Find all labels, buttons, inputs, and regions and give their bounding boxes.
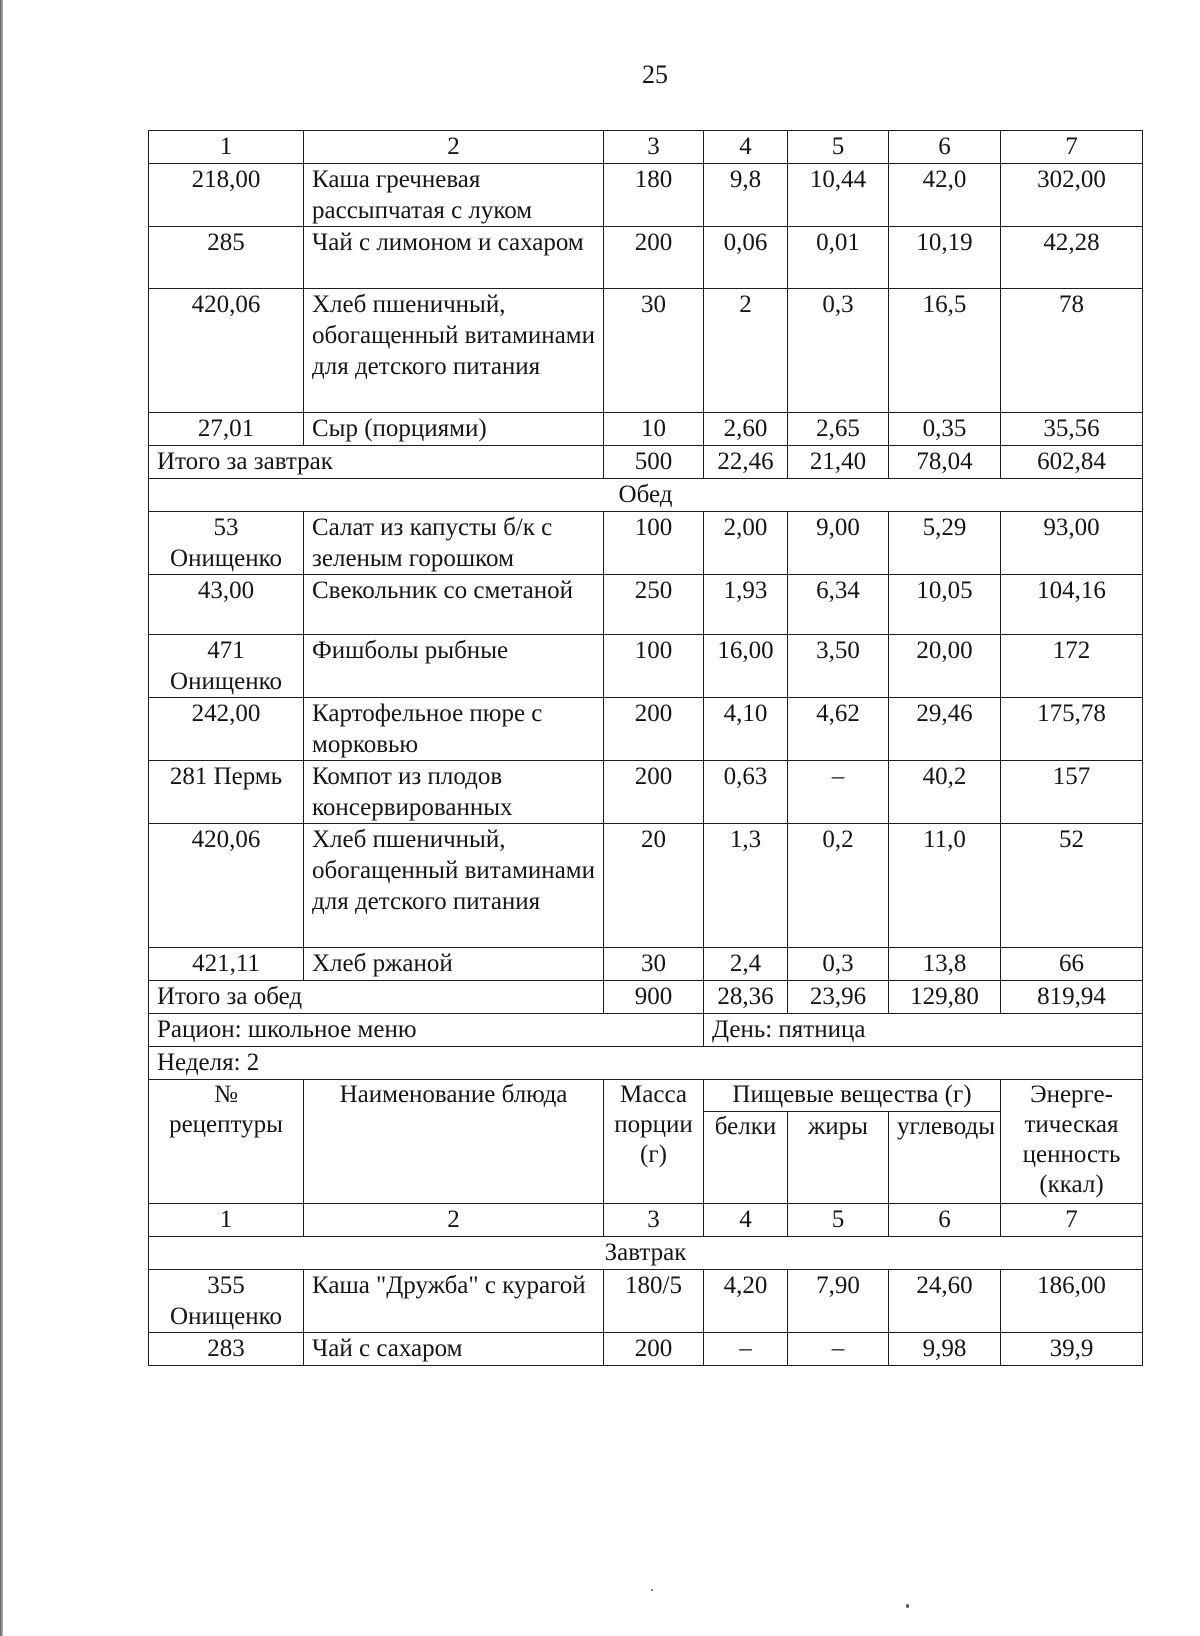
header-carbs: углеводы — [889, 1112, 1001, 1204]
total-energy: 602,84 — [1001, 446, 1143, 479]
dish-name: Картофельное пюре с морковью — [304, 698, 604, 761]
portion-mass: 30 — [604, 289, 704, 413]
recipe-number: 242,00 — [149, 698, 304, 761]
colnum-cell: 5 — [788, 131, 889, 164]
colnum-cell: 2 — [304, 131, 604, 164]
fat-value: 3,50 — [788, 635, 889, 698]
total-fat: 21,40 — [788, 446, 889, 479]
week-label: Неделя: 2 — [149, 1047, 1143, 1080]
protein-value: 4,20 — [704, 1270, 788, 1333]
energy-value: 39,9 — [1001, 1333, 1143, 1366]
total-mass: 500 — [604, 446, 704, 479]
colnum-cell: 5 — [788, 1204, 889, 1237]
colnum-cell: 1 — [149, 131, 304, 164]
protein-value: 2,00 — [704, 512, 788, 575]
portion-mass: 200 — [604, 227, 704, 289]
recipe-number: 285 — [149, 227, 304, 289]
colnum-cell: 6 — [889, 1204, 1001, 1237]
colnum-cell: 7 — [1001, 1204, 1143, 1237]
ration-label: Рацион: школьное меню — [149, 1014, 704, 1047]
page-number: 25 — [642, 60, 668, 89]
dish-name: Фишболы рыбные — [304, 635, 604, 698]
colnum-cell: 1 — [149, 1204, 304, 1237]
protein-value: 1,3 — [704, 824, 788, 948]
energy-value: 52 — [1001, 824, 1143, 948]
total-protein: 22,46 — [704, 446, 788, 479]
dish-name: Хлеб пшеничный, обогащенный витаминами для детского питания — [304, 289, 604, 413]
protein-value: 2,60 — [704, 413, 788, 446]
portion-mass: 180/5 — [604, 1270, 704, 1333]
carbs-value: 24,60 — [889, 1270, 1001, 1333]
recipe-number: 53 Онищенко — [149, 512, 304, 575]
ration-day-row — [149, 1014, 1143, 1047]
energy-value: 175,78 — [1001, 698, 1143, 761]
energy-value: 78 — [1001, 289, 1143, 413]
colnum-cell: 4 — [704, 131, 788, 164]
colnum-cell: 7 — [1001, 131, 1143, 164]
total-fat: 23,96 — [788, 981, 889, 1014]
header-portion-mass: Масса порции (г) — [604, 1080, 704, 1204]
portion-mass: 200 — [604, 698, 704, 761]
dish-name: Каша гречневая рассыпчатая с луком — [304, 164, 604, 227]
protein-value: 0,63 — [704, 761, 788, 824]
menu-table — [148, 130, 1143, 1366]
energy-value: 172 — [1001, 635, 1143, 698]
table-row — [149, 512, 1143, 575]
table-row — [149, 1270, 1143, 1333]
carbs-value: 16,5 — [889, 289, 1001, 413]
fat-value: 0,2 — [788, 824, 889, 948]
dish-name: Хлеб ржаной — [304, 948, 604, 981]
portion-mass: 200 — [604, 1333, 704, 1366]
protein-value: 2 — [704, 289, 788, 413]
table-row — [149, 1333, 1143, 1366]
portion-mass: 100 — [604, 635, 704, 698]
fat-value: 2,65 — [788, 413, 889, 446]
dish-name: Сыр (порциями) — [304, 413, 604, 446]
energy-value: 186,00 — [1001, 1270, 1143, 1333]
dish-name: Компот из плодов консервированных — [304, 761, 604, 824]
recipe-number: 355 Онищенко — [149, 1270, 304, 1333]
table-row — [149, 698, 1143, 761]
table-row — [149, 761, 1143, 824]
dish-name: Свекольник со сметаной — [304, 575, 604, 635]
protein-value: 9,8 — [704, 164, 788, 227]
header-protein: белки — [704, 1112, 788, 1204]
carbs-value: 10,19 — [889, 227, 1001, 289]
portion-mass: 10 — [604, 413, 704, 446]
energy-value: 66 — [1001, 948, 1143, 981]
recipe-number: 218,00 — [149, 164, 304, 227]
breakfast-section-title: Завтрак — [149, 1237, 1143, 1270]
portion-mass: 20 — [604, 824, 704, 948]
carbs-value: 20,00 — [889, 635, 1001, 698]
column-number-row — [149, 1204, 1143, 1237]
energy-value: 42,28 — [1001, 227, 1143, 289]
fat-value: 6,34 — [788, 575, 889, 635]
recipe-number: 27,01 — [149, 413, 304, 446]
portion-mass: 200 — [604, 761, 704, 824]
energy-value: 302,00 — [1001, 164, 1143, 227]
colnum-cell: 2 — [304, 1204, 604, 1237]
total-carbs: 129,80 — [889, 981, 1001, 1014]
recipe-number: 420,06 — [149, 824, 304, 948]
recipe-number: 281 Пермь — [149, 761, 304, 824]
breakfast-total-row — [149, 446, 1143, 479]
table-row — [149, 635, 1143, 698]
header-fat: жиры — [788, 1112, 889, 1204]
carbs-value: 40,2 — [889, 761, 1001, 824]
fat-value: 0,3 — [788, 948, 889, 981]
breakfast-total-label: Итого за завтрак — [149, 446, 604, 479]
colnum-cell: 3 — [604, 131, 704, 164]
protein-value: – — [704, 1333, 788, 1366]
table-row — [149, 164, 1143, 227]
protein-value: 1,93 — [704, 575, 788, 635]
colnum-cell: 3 — [604, 1204, 704, 1237]
dish-name: Салат из капусты б/к с зеленым горошком — [304, 512, 604, 575]
table-row — [149, 948, 1143, 981]
protein-value: 4,10 — [704, 698, 788, 761]
fat-value: 0,01 — [788, 227, 889, 289]
fat-value: 9,00 — [788, 512, 889, 575]
total-carbs: 78,04 — [889, 446, 1001, 479]
portion-mass: 250 — [604, 575, 704, 635]
day-label: День: пятница — [704, 1014, 1143, 1047]
total-mass: 900 — [604, 981, 704, 1014]
table-row — [149, 824, 1143, 948]
energy-value: 157 — [1001, 761, 1143, 824]
table-header-row — [149, 1080, 1143, 1112]
energy-value: 35,56 — [1001, 413, 1143, 446]
scan-speck — [651, 1589, 653, 1591]
fat-value: 4,62 — [788, 698, 889, 761]
fat-value: 7,90 — [788, 1270, 889, 1333]
portion-mass: 180 — [604, 164, 704, 227]
fat-value: 0,3 — [788, 289, 889, 413]
recipe-number: 283 — [149, 1333, 304, 1366]
scan-edge — [0, 0, 3, 1636]
lunch-section-title: Обед — [149, 479, 1143, 512]
column-number-row — [149, 131, 1143, 164]
recipe-number: 421,11 — [149, 948, 304, 981]
carbs-value: 9,98 — [889, 1333, 1001, 1366]
lunch-total-row — [149, 981, 1143, 1014]
colnum-cell: 6 — [889, 131, 1001, 164]
protein-value: 16,00 — [704, 635, 788, 698]
table-row — [149, 227, 1143, 289]
carbs-value: 10,05 — [889, 575, 1001, 635]
protein-value: 2,4 — [704, 948, 788, 981]
header-recipe-number: № рецептуры — [149, 1080, 304, 1204]
dish-name: Каша "Дружба" с курагой — [304, 1270, 604, 1333]
dish-name: Хлеб пшеничный, обогащенный витаминами для детского питания — [304, 824, 604, 948]
table-row — [149, 575, 1143, 635]
carbs-value: 0,35 — [889, 413, 1001, 446]
carbs-value: 11,0 — [889, 824, 1001, 948]
recipe-number: 471 Онищенко — [149, 635, 304, 698]
fat-value: 10,44 — [788, 164, 889, 227]
table-row — [149, 413, 1143, 446]
carbs-value: 42,0 — [889, 164, 1001, 227]
carbs-value: 5,29 — [889, 512, 1001, 575]
protein-value: 0,06 — [704, 227, 788, 289]
week-row — [149, 1047, 1143, 1080]
total-protein: 28,36 — [704, 981, 788, 1014]
carbs-value: 29,46 — [889, 698, 1001, 761]
dish-name: Чай с лимоном и сахаром — [304, 227, 604, 289]
recipe-number: 420,06 — [149, 289, 304, 413]
total-energy: 819,94 — [1001, 981, 1143, 1014]
header-nutrients: Пищевые вещества (г) — [704, 1080, 1001, 1112]
header-energy: Энерге-тическая ценность (ккал) — [1001, 1080, 1143, 1204]
portion-mass: 30 — [604, 948, 704, 981]
fat-value: – — [788, 1333, 889, 1366]
recipe-number: 43,00 — [149, 575, 304, 635]
carbs-value: 13,8 — [889, 948, 1001, 981]
table-row — [149, 289, 1143, 413]
portion-mass: 100 — [604, 512, 704, 575]
colnum-cell: 4 — [704, 1204, 788, 1237]
dish-name: Чай с сахаром — [304, 1333, 604, 1366]
lunch-total-label: Итого за обед — [149, 981, 604, 1014]
fat-value: – — [788, 761, 889, 824]
lunch-section-row — [149, 479, 1143, 512]
energy-value: 93,00 — [1001, 512, 1143, 575]
header-dish-name: Наименование блюда — [304, 1080, 604, 1204]
breakfast-section-row — [149, 1237, 1143, 1270]
scan-speck — [906, 1604, 909, 1608]
energy-value: 104,16 — [1001, 575, 1143, 635]
